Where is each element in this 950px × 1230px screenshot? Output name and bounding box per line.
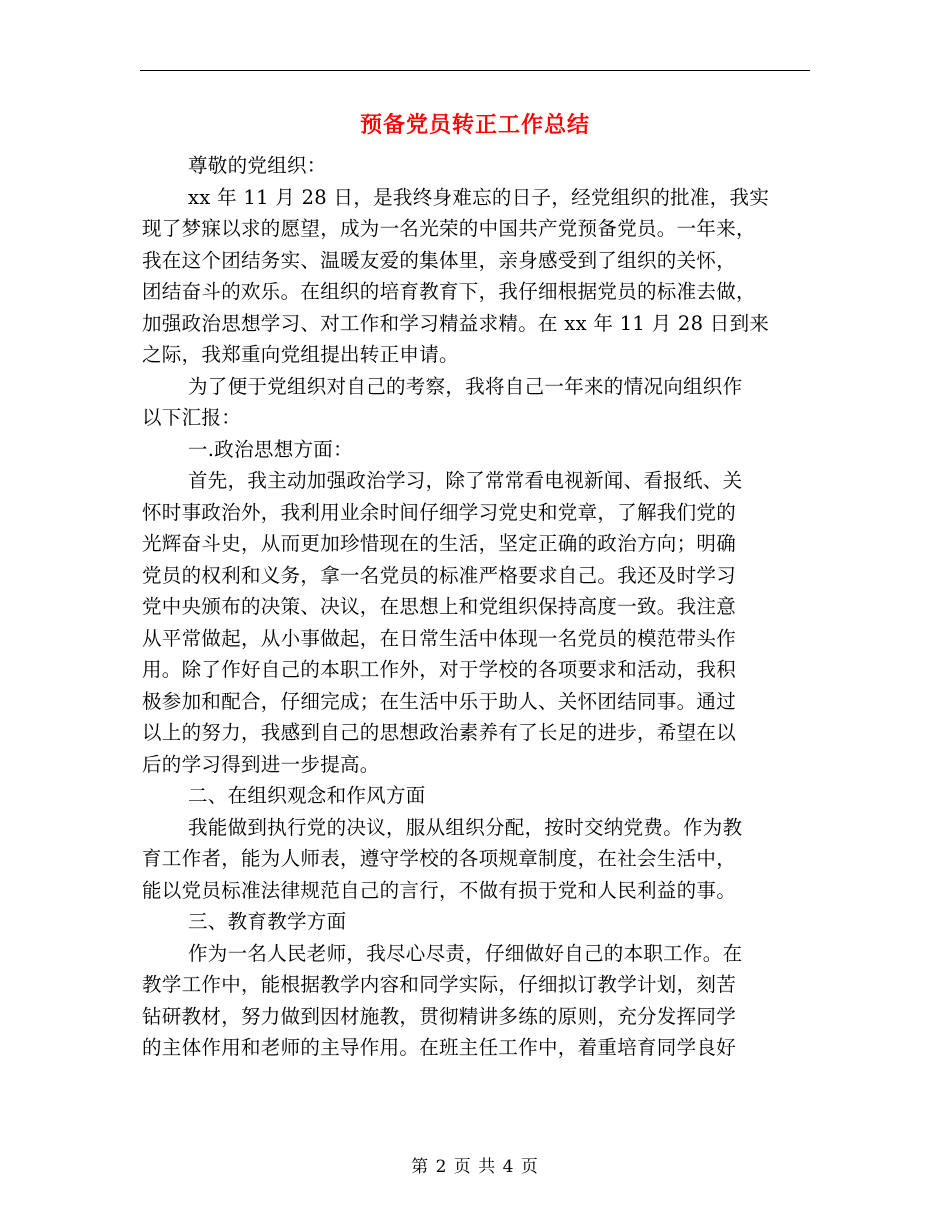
text-line: xx 年 11 月 28 日，是我终身难忘的日子，经党组织的批准，我实 [188,185,770,209]
text-line: 团结奋斗的欢乐。在组织的培育教育下，我仔细根据党员的标准去做， [142,280,756,303]
text-line: 的主体作用和老师的主导作用。在班主任工作中，着重培育同学良好 [142,1036,737,1059]
text-line: 首先，我主动加强政治学习，除了常常看电视新闻、看报纸、关 [188,469,743,492]
text-line: 我在这个团结务实、温暖友爱的集体里，亲身感受到了组织的关怀， [142,248,737,272]
text-line: 极参加和配合，仔细完成；在生活中乐于助人、关怀团结同事。通过 [142,689,737,713]
text-line: 之际，我郑重向党组提出转正申请。 [142,343,459,366]
text-line: 以下汇报： [142,406,242,429]
text-line: 后的学习得到进一步提高。 [142,752,380,776]
document-body [142,150,810,1064]
text-line: 三、教育教学方面 [188,910,347,933]
text-line: 教学工作中，能根据教学内容和同学实际，仔细拟订教学计划，刻苦 [142,973,737,996]
text-line: 从平常做起，从小事做起，在日常生活中体现一名党员的模范带头作 [142,626,737,650]
text-line: 党员的权利和义务，拿一名党员的标准严格要求自己。我还及时学习 [142,563,737,587]
text-line: 怀时事政治外，我利用业余时间仔细学习党史和党章，了解我们党的 [142,500,737,524]
text-line: 一.政治思想方面： [188,437,353,461]
text-line: 加强政治思想学习、对工作和学习精益求精。在 xx 年 11 月 28 日到来 [142,311,770,335]
header-rule [140,70,810,71]
text-line: 以上的努力，我感到自己的思想政治素养有了长足的进步，希望在以 [142,721,737,744]
text-line: 用。除了作好自己的本职工作外，对于学校的各项要求和活动，我积 [142,658,737,681]
text-line: 钻研教材，努力做到因材施教，贯彻精讲多练的原则，充分发挥同学 [142,1004,737,1028]
text-line: 光辉奋斗史，从而更加珍惜现在的生活，坚定正确的政治方向；明确 [142,532,737,555]
text-line: 育工作者，能为人师表，遵守学校的各项规章制度，在社会生活中， [142,847,737,870]
text-line: 为了便于党组织对自己的考察，我将自己一年来的情况向组织作 [188,374,743,398]
text-line: 现了梦寐以求的愿望，成为一名光荣的中国共产党预备党员。一年来， [142,217,756,240]
text-line: 我能做到执行党的决议，服从组织分配，按时交纳党费。作为教 [188,815,743,839]
text-line: 尊敬的党组织： [188,154,327,177]
text-line: 二、在组织观念和作风方面 [188,784,426,807]
text-line: 党中央颁布的决策、决议，在思想上和党组织保持高度一致。我注意 [142,595,737,618]
document-title: 预备党员转正工作总结 [359,113,590,138]
text-line: 能以党员标准法律规范自己的言行，不做有损于党和人民利益的事。 [142,878,737,902]
page-number: 第 2 页 共 4 页 [411,1157,539,1177]
text-line: 作为一名人民老师，我尽心尽责，仔细做好自己的本职工作。在 [188,941,743,965]
